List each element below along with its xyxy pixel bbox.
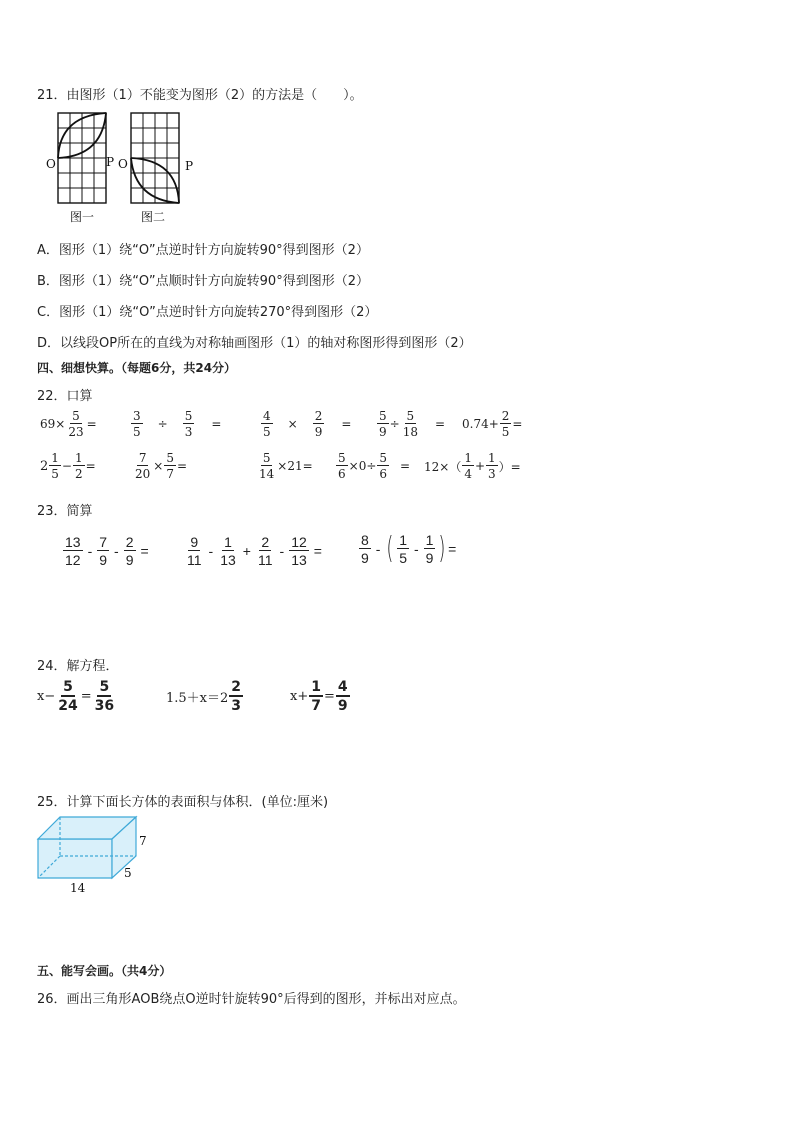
q24-e3: x+ $\frac{1}{7}$ = $\frac{4}{9}$: [290, 679, 348, 714]
fraction: $\frac{5}{24}$: [58, 679, 78, 714]
q22-title: 22．口算: [37, 389, 93, 404]
q22-r2-e3: $\frac{5}{14}$ ×21=: [259, 451, 313, 481]
fraction: $\frac{5}{9}$: [379, 409, 387, 439]
q21-option-b: B．图形（1）绕“O”点顺时针方向旋转90°得到图形（2）: [37, 274, 369, 289]
figure-2-label-p: P: [185, 159, 194, 173]
q23-title: 23．简算: [37, 504, 93, 519]
fraction: $\frac{1}{9}$: [425, 532, 434, 566]
q24-title: 24．解方程．: [37, 659, 119, 674]
fraction: $\frac{4}{9}$: [337, 679, 348, 714]
q23-e3: $\frac{8}{9}$ - ( $\frac{1}{5}$ - $\frac{1}{9}$ ) =: [361, 531, 457, 566]
left-paren: (: [386, 531, 394, 566]
fraction: $\frac{1}{13}$: [220, 534, 236, 568]
fraction: $\frac{5}{36}$: [94, 679, 115, 714]
right-paren: ): [438, 531, 446, 566]
q22-r1-e2: $\frac{3}{5}$ ÷ $\frac{5}{3}$ =: [133, 409, 222, 439]
q21-option-a: A．图形（1）绕“O”点逆时针方向旋转90°得到图形（2）: [37, 243, 369, 258]
fraction: $\frac{7}{20}$: [135, 451, 151, 481]
q26-title: 26．画出三角形AOB绕点O逆时针旋转90°后得到的图形，并标出对应点。: [37, 992, 466, 1007]
q22-r1-e3: $\frac{4}{5}$ × $\frac{2}{9}$ =: [263, 409, 352, 439]
figure-2-label-o: O: [118, 157, 128, 171]
fraction: $\frac{2}{9}$: [125, 534, 134, 568]
fraction: $\frac{2}{11}$: [257, 534, 273, 568]
q22-r2-e1: 2 $\frac{1}{5}$ − $\frac{1}{2}$ =: [40, 451, 96, 481]
fraction: $\frac{1}{7}$: [311, 679, 321, 714]
q22-r2-e2: $\frac{7}{20}$ × $\frac{5}{7}$ =: [135, 451, 188, 481]
q22-r1-e1: 69× $\frac{5}{23}$ =: [40, 409, 97, 439]
fraction: $\frac{1}{5}$: [399, 532, 407, 566]
q23-e1: $\frac{13}{12}$ - $\frac{7}{9}$ - $\frac{2}{9}$ =: [65, 534, 149, 568]
q22-r1-e4: $\frac{5}{9}$ ÷ $\frac{5}{18}$ =: [379, 409, 446, 439]
fraction: $\frac{2}{3}$: [231, 679, 242, 714]
figure-2-caption: 图二: [141, 210, 166, 224]
section-5-title: 五、能写会画。（共4分）: [37, 964, 172, 978]
fraction: $\frac{2}{9}$: [314, 409, 323, 439]
figure-1-label-p: P: [106, 155, 115, 169]
fraction: $\frac{12}{13}$: [291, 534, 307, 568]
fraction: $\frac{1}{3}$: [488, 451, 496, 481]
q24-e2: 1.5＋x＝2 $\frac{2}{3}$: [166, 679, 242, 714]
fraction: $\frac{9}{11}$: [187, 534, 202, 568]
q22-r1-e5: 0.74+ $\frac{2}{5}$ =: [462, 409, 523, 439]
q21-option-c: C．图形（1）绕“O”点逆时针方向旋转270°得到图形（2）: [37, 305, 378, 320]
figure-1-caption: 图一: [70, 210, 95, 224]
fraction: $\frac{3}{5}$: [133, 409, 141, 439]
q23-e2: $\frac{9}{11}$ - $\frac{1}{13}$ + $\frac{2}{11}$ - $\frac{12}{13}$ =: [187, 534, 322, 568]
cuboid-height-label: 7: [139, 834, 147, 848]
fraction: $\frac{2}{5}$: [501, 409, 510, 439]
q21-option-d: D．以线段OP所在的直线为对称轴画图形（1）的轴对称图形得到图形（2）: [37, 336, 472, 351]
cuboid-front-face: [38, 839, 112, 878]
fraction: $\frac{5}{23}$: [68, 409, 84, 439]
fraction: $\frac{1}{5}$: [51, 451, 59, 481]
fraction: $\frac{5}{18}$: [402, 409, 418, 439]
fraction: $\frac{1}{2}$: [74, 451, 83, 481]
fraction: $\frac{5}{14}$: [259, 451, 275, 481]
fraction: $\frac{1}{4}$: [464, 451, 472, 481]
q22-r2-e4: $\frac{5}{6}$ ×0÷ $\frac{5}{6}$ =: [338, 451, 411, 481]
q22-r2-e5: 12×（ $\frac{1}{4}$ + $\frac{1}{3}$ ）=: [424, 451, 521, 481]
cuboid-width-label: 5: [124, 866, 132, 880]
q24-e1: x− $\frac{5}{24}$ = $\frac{5}{36}$: [37, 679, 115, 714]
fraction: $\frac{5}{3}$: [184, 409, 193, 439]
q21-figures: [40, 108, 200, 228]
fraction: $\frac{7}{9}$: [99, 534, 108, 568]
figure-1-label-o: O: [46, 157, 56, 171]
q21-title: 21．由图形（1）不能变为图形（2）的方法是（ ）。: [37, 88, 363, 103]
cuboid-length-label: 14: [70, 881, 86, 895]
fraction: $\frac{13}{12}$: [65, 534, 81, 568]
q25-title: 25．计算下面长方体的表面积与体积．(单位:厘米): [37, 795, 329, 810]
fraction: $\frac{4}{5}$: [263, 409, 271, 439]
fraction: $\frac{5}{6}$: [379, 451, 388, 481]
fraction: $\frac{5}{7}$: [166, 451, 174, 481]
fraction: $\frac{5}{6}$: [338, 451, 346, 481]
section-4-title: 四、细想快算。（每题6分，共24分）: [37, 361, 237, 375]
cuboid-diagram: [30, 812, 160, 897]
fraction: $\frac{8}{9}$: [361, 532, 369, 566]
